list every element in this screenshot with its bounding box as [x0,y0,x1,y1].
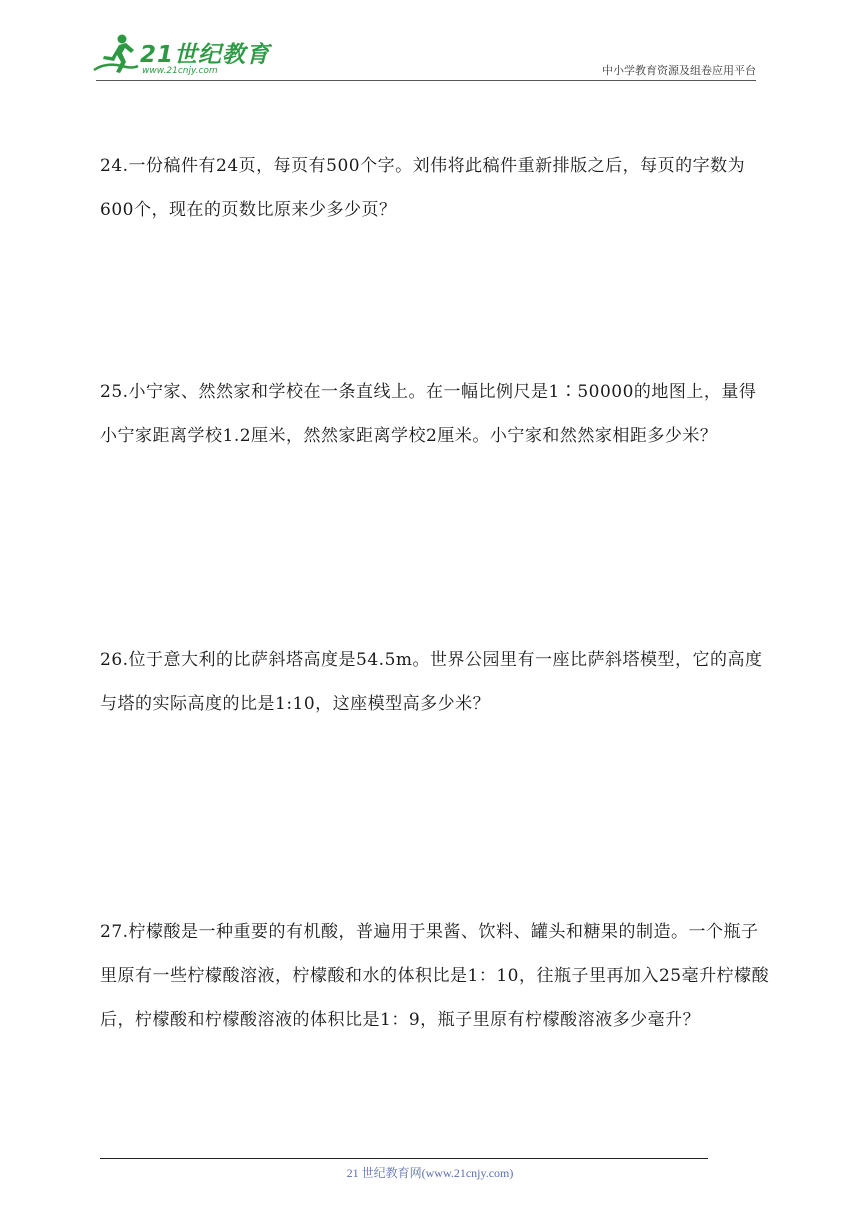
runner-logo-icon [92,32,140,76]
logo-text: 21世纪教育 [140,42,271,68]
question-24: 24.一份稿件有24页，每页有500个字。刘伟将此稿件重新排版之后，每页的字数为600个，现在的页数比原来少多少页？ [100,156,746,220]
question-26: 26.位于意大利的比萨斜塔高度是54.5m。世界公园里有一座比萨斜塔模型，它的高度与塔的实际高度的比是1:10，这座模型高多少米？ [100,650,763,714]
footer-text: 21 世纪教育网(www.21cnjy.com) [346,1166,514,1180]
page-header [0,0,860,80]
site-logo [92,32,271,78]
question-25: 25.小宁家、然然家和学校在一条直线上。在一幅比例尺是1∶50000的地图上，量得小宁家距离学校1.2厘米，然然家距离学校2厘米。小宁家和然然家相距多少米？ [100,382,757,446]
question-27: 27.柠檬酸是一种重要的有机酸，普遍用于果酱、饮料、罐头和糖果的制造。一个瓶子里原有一些柠檬酸溶液，柠檬酸和水的体积比是1：10，往瓶子里再加入25毫升柠檬酸后，柠檬酸和柠檬酸溶液的体积比是1：9，瓶子里原有柠檬酸溶液多少毫升？ [100,922,770,1030]
logo-url: www.21cnjy.com [142,66,218,76]
platform-name: 中小学教育资源及组卷应用平台 [602,64,756,77]
header-divider [96,80,756,81]
footer-divider [100,1158,708,1159]
